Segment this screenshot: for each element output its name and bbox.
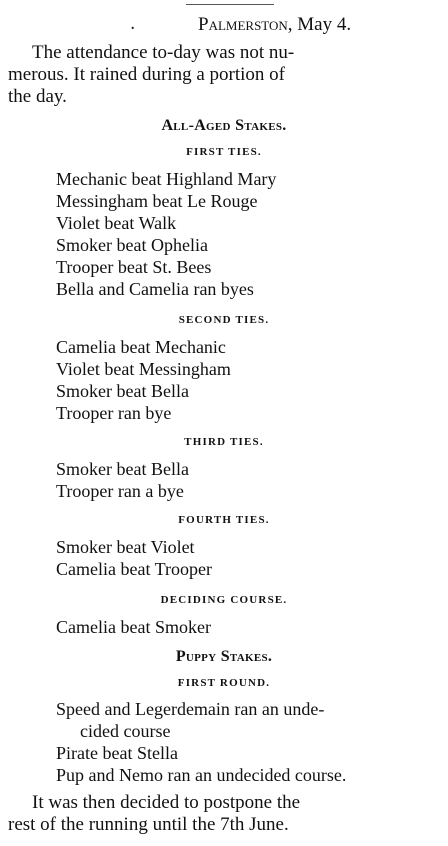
result-line: Violet beat Walk: [56, 213, 177, 233]
intro-line: The attendance to-day was not nu-: [32, 42, 295, 63]
result-line: Smoker beat Bella: [56, 459, 189, 479]
fourth-ties-heading: FOURTH TIES.: [178, 514, 270, 526]
result-line: Camelia beat Mechanic: [56, 337, 226, 357]
second-ties-heading: SECOND TIES.: [178, 314, 270, 326]
result-line: Violet beat Messingham: [56, 359, 231, 379]
intro-line: merous. It rained during a portion of: [8, 64, 286, 85]
dateline: [198, 14, 351, 36]
result-line-continuation: cided course: [80, 721, 171, 741]
third-ties-heading: THIRD TIES.: [184, 436, 264, 448]
result-line: Speed and Legerdemain ran an unde-: [56, 699, 325, 719]
result-line: Camelia beat Smoker: [56, 617, 211, 637]
result-line: Trooper ran a bye: [56, 481, 184, 501]
intro-line: the day.: [8, 86, 67, 107]
intro-paragraph: [8, 42, 444, 108]
result-line: Smoker beat Ophelia: [56, 235, 208, 255]
result-line: Camelia beat Trooper: [56, 559, 212, 579]
result-line: Pirate beat Stella: [56, 743, 178, 763]
first-ties-heading: FIRST TIES.: [186, 146, 262, 158]
top-rule: [186, 4, 274, 5]
dateline-date: May 4.: [297, 14, 352, 35]
closing-line: It was then decided to postpone the: [32, 792, 301, 813]
deciding-course-heading: DECIDING COURSE.: [160, 594, 288, 606]
all-aged-stakes-heading: All-Aged Stakes.: [161, 117, 287, 134]
result-line: Trooper beat St. Bees: [56, 257, 212, 277]
result-line: Smoker beat Violet: [56, 537, 195, 557]
result-line: Mechanic beat Highland Mary: [56, 169, 277, 189]
result-entry: [56, 698, 444, 742]
result-line: Smoker beat Bella: [56, 381, 189, 401]
result-line: Trooper ran bye: [56, 403, 172, 423]
result-line: Pup and Nemo ran an undecided course.: [56, 765, 347, 785]
dateline-dot: .: [130, 14, 136, 34]
first-round-heading: FIRST ROUND.: [177, 677, 271, 689]
puppy-stakes-heading: Puppy Stakes.: [175, 648, 273, 665]
result-line: Messingham beat Le Rouge: [56, 191, 258, 211]
closing-paragraph: [8, 792, 444, 836]
closing-line: rest of the running until the 7th June.: [8, 814, 289, 835]
dateline-place: Palmerston,: [198, 14, 293, 35]
result-line: Bella and Camelia ran byes: [56, 279, 254, 299]
